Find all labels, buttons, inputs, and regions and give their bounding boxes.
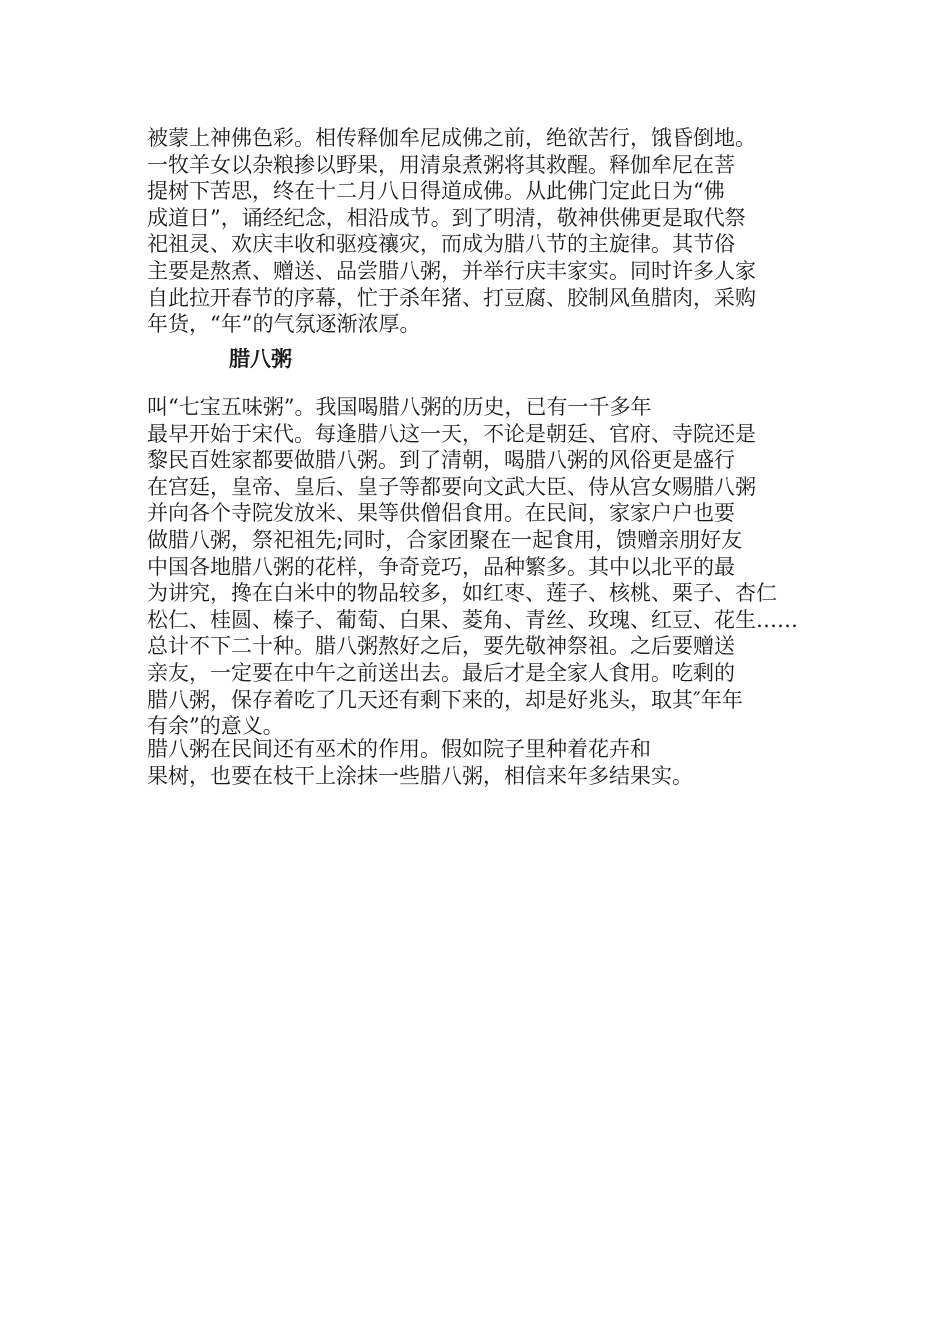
paragraph-festival-history: 被蒙上神佛色彩。相传释伽牟尼成佛之前，绝欲苦行，饿昏倒地。 一牧羊女以杂粮掺以野果，用清泉煮粥将其救醒。释伽牟尼在菩 提树下苦思，终在十二月八日得道成佛。从此佛门定此日为“佛 成道日”，诵经纪念，相沿成节。到了明清，敬神供佛更是取代祭 祀祖灵、欢庆丰收和驱疫禳灾，而成为腊八节的主旋律。其节俗 主要是熬煮、赠送、品尝腊八粥，并举行庆丰家实。同时许多人家 自此拉开春节的序幕，忙于杀年猪、打豆腐、胶制风鱼腊肉，采购 年货，“年”的气氛逐渐浓厚。 (147, 126, 756, 337)
section-heading-laba-porridge: 腊八粥 (229, 347, 292, 371)
paragraph-folk-custom: 腊八粥在民间还有巫术的作用。假如院子里种着花卉和 果树，也要在枝干上涂抹一些腊八粥，相信来年多结果实。 (147, 737, 693, 788)
document-body (147, 125, 807, 788)
paragraph-laba-porridge: 叫“七宝五味粥”。我国喝腊八粥的历史，已有一千多年 最早开始于宋代。每逢腊八这一天，不论是朝廷、官府、寺院还是 黎民百姓家都要做腊八粥。到了清朝，喝腊八粥的风俗更是盛行 在宫廷，皇帝、皇后、皇子等都要向文武大臣、侍从宫女赐腊八粥 并向各个寺院发放米、果等供僧侣食用。在民间，家家户户也要 做腊八粥，祭祀祖先;同时，合家团聚在一起食用，馈赠亲朋好友 中国各地腊八粥的花样，争奇竞巧，品种繁多。其中以北平的最 为讲究，搀在白米中的物品较多，如红枣、莲子、核桃、栗子、杏仁 松仁、桂圆、榛子、葡萄、白果、菱角、青丝、玫瑰、红豆、花生…… 总计不下二十种。腊八粥熬好之后，要先敬神祭祖。之后要赠送 亲友，一定要在中午之前送出去。最后才是全家人食用。吃剩的 腊八粥，保存着吃了几天还有剩下来的，却是好兆头，取其″年年 有余”的意义。 (147, 395, 798, 739)
